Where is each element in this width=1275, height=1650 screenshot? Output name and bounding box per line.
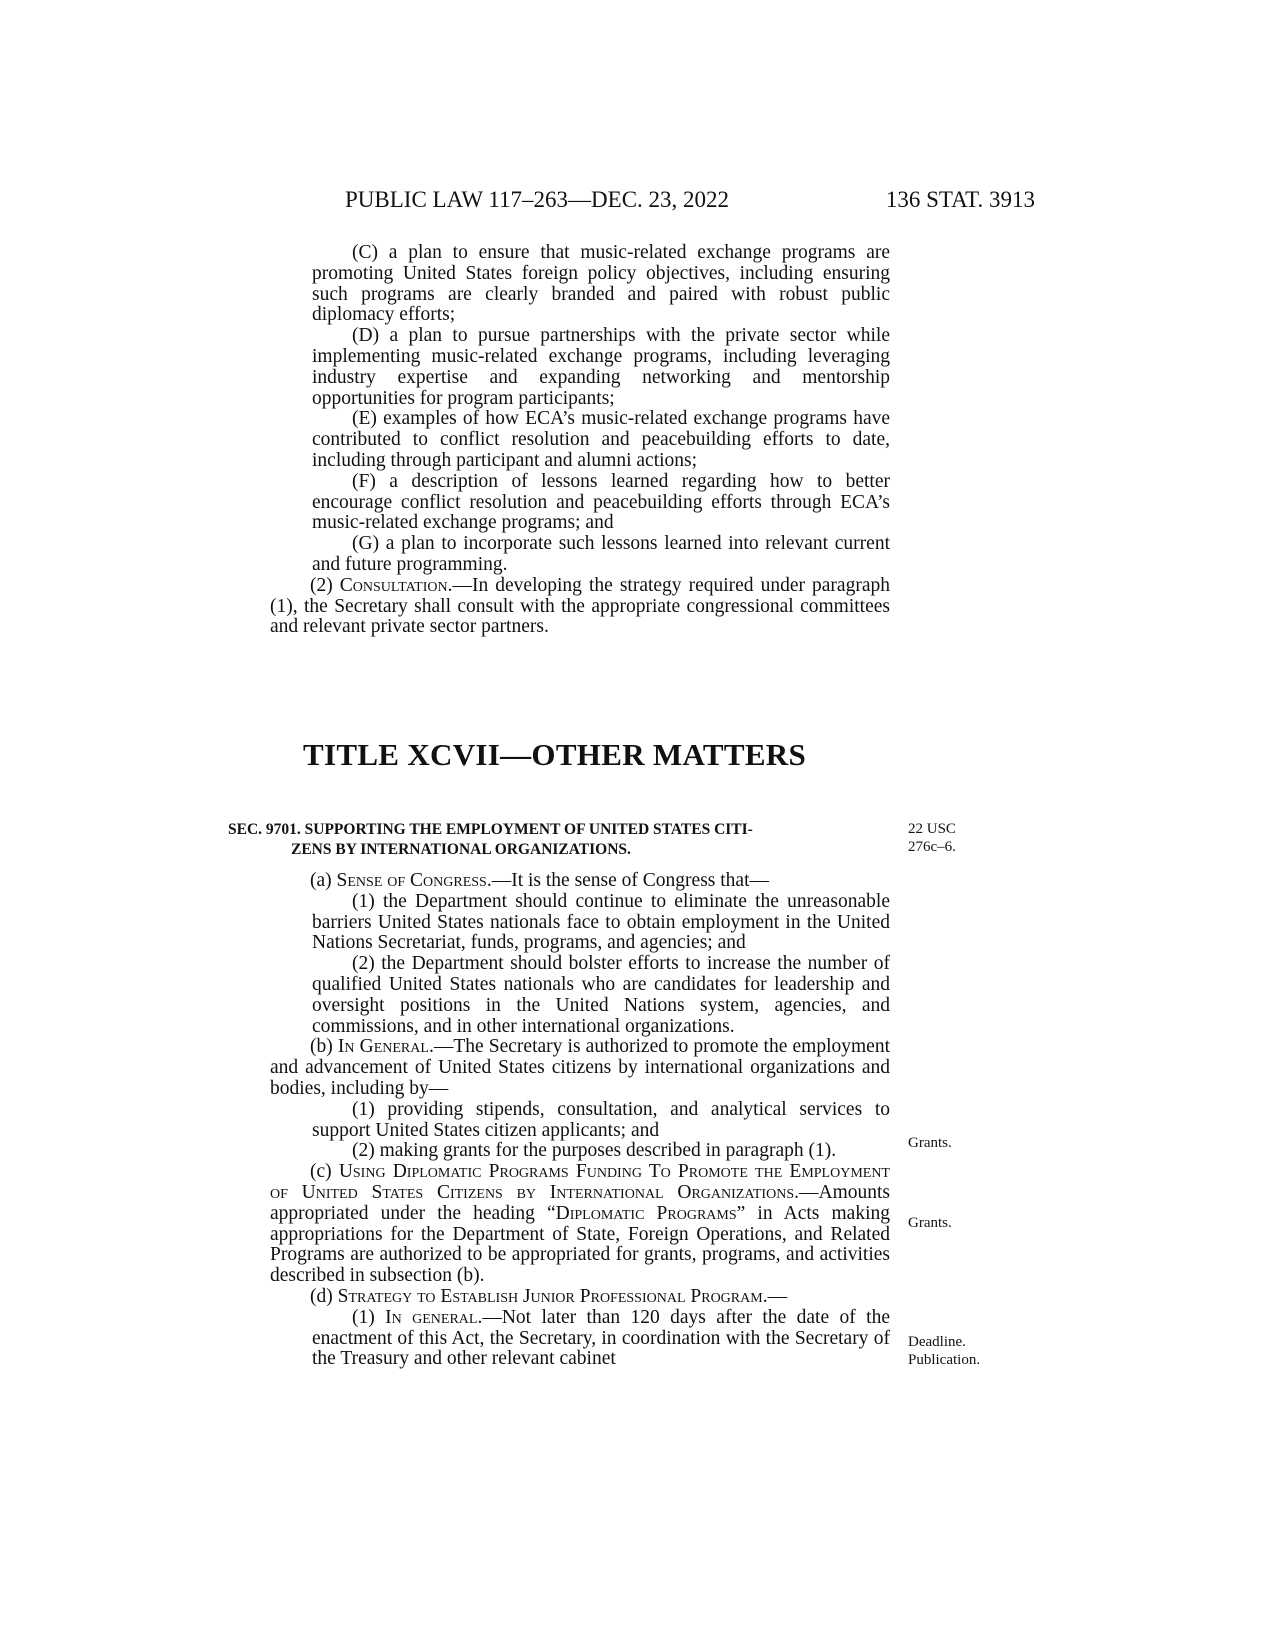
consultation-paragraph: (2) Consultation.—In developing the strategy required under paragraph (1), the Secretary shall consult with the appropriate congressional committees and relevant private sector partners. bbox=[270, 574, 890, 638]
paragraph-f: (F) a description of lessons learned regarding how to better encourage conflict resolution and peacebuilding efforts through ECA’s music-related exchange programs; and bbox=[312, 470, 890, 534]
subsection-d: (d) Strategy to Establish Junior Professional Program.— bbox=[310, 1285, 788, 1307]
subsection-d-paragraph-1-heading: In general bbox=[385, 1306, 478, 1328]
subsection-b-paragraph-1: (1) providing stipends, consultation, and analytical services to support United States citizen applicants; and bbox=[312, 1098, 890, 1141]
section-heading-line1: SEC. 9701. SUPPORTING THE EMPLOYMENT OF UNITED STATES CITI- bbox=[228, 821, 753, 838]
statute-page-number: 136 STAT. 3913 bbox=[885, 187, 1035, 212]
usc-citation-note: 22 USC 276c–6. bbox=[908, 821, 956, 855]
public-law-citation: PUBLIC LAW 117–263—DEC. 23, 2022 bbox=[345, 187, 730, 212]
grants-note-1: Grants. bbox=[908, 1135, 952, 1151]
diplomatic-programs-heading: Diplomatic Programs bbox=[555, 1202, 737, 1224]
strategy-continuation bbox=[270, 243, 890, 638]
title-heading: TITLE XCVII—OTHER MATTERS bbox=[303, 737, 807, 772]
deadline-publication-note: Deadline. Publication. bbox=[908, 1334, 981, 1368]
subsection-d-paragraph-1: (1) In general.—Not later than 120 days after the date of the enactment of this Act, the Secretary, in coordination with the Secretary of the Treasury and other relevant cabinet bbox=[312, 1306, 890, 1370]
paragraph-d: (D) a plan to pursue partnerships with the private sector while implementing music-related exchange programs, including leveraging industry expertise and expanding networking and mentorship opportunities for program participants; bbox=[312, 325, 890, 409]
paragraph-g: (G) a plan to incorporate such lessons learned into relevant current and future programming. bbox=[312, 533, 890, 575]
subsection-b-paragraph-2: (2) making grants for the purposes described in paragraph (1). bbox=[352, 1140, 837, 1162]
paragraph-c: (C) a plan to ensure that music-related exchange programs are promoting United States foreign policy objectives, including ensuring such programs are clearly branded and paired with robust public diplomacy efforts; bbox=[312, 242, 890, 326]
paragraph-e: (E) examples of how ECA’s music-related exchange programs have contributed to conflict resolution and peacebuilding efforts to date, including through participant and alumni actions; bbox=[312, 408, 890, 471]
subsection-a-heading: Sense of Congress bbox=[336, 870, 487, 891]
section-heading-line2: ZENS BY INTERNATIONAL ORGANIZATIONS. bbox=[291, 841, 631, 858]
consultation-heading: Consultation bbox=[339, 574, 448, 596]
subsection-c: (c) Using Diplomatic Programs Funding To Promote the Employment of United States Citizens by International Organizations.—Amounts appropriated under the heading “Diplomatic Programs” in Acts making appropriations for the Department of State, Foreign Operations, and Related Programs are authorized to be appropriated for grants, programs, and activities described in subsection (b). bbox=[270, 1161, 890, 1287]
subsection-d-heading: Strategy to Establish Junior Professional Program bbox=[337, 1285, 763, 1307]
section-heading bbox=[228, 820, 890, 860]
subsection-b: (b) In General.—The Secretary is authorized to promote the employment and advancement of United States citizens by international organizations and bodies, including by— bbox=[270, 1036, 890, 1099]
subsection-a-paragraph-1: (1) the Department should continue to eliminate the unreasonable barriers United States nationals face to obtain employment in the United Nations Secretariat, funds, programs, and agencies; and bbox=[312, 890, 890, 954]
subsection-a-paragraph-2: (2) the Department should bolster efforts to increase the number of qualified United States nationals who are candidates for leadership and oversight positions in the United Nations system, agencies, and commissions, and in other international organizations. bbox=[312, 953, 890, 1037]
running-header bbox=[345, 184, 1035, 216]
grants-note-2: Grants. bbox=[908, 1215, 952, 1231]
subsection-b-heading: In General bbox=[337, 1036, 429, 1058]
section-9701-body bbox=[270, 871, 890, 1370]
subsection-a: (a) Sense of Congress.—It is the sense of Congress that— bbox=[310, 870, 769, 891]
subsection-c-heading: Using Diplomatic Programs Funding To Promote the Employment of United States Citizens by International Organizations bbox=[270, 1161, 890, 1203]
